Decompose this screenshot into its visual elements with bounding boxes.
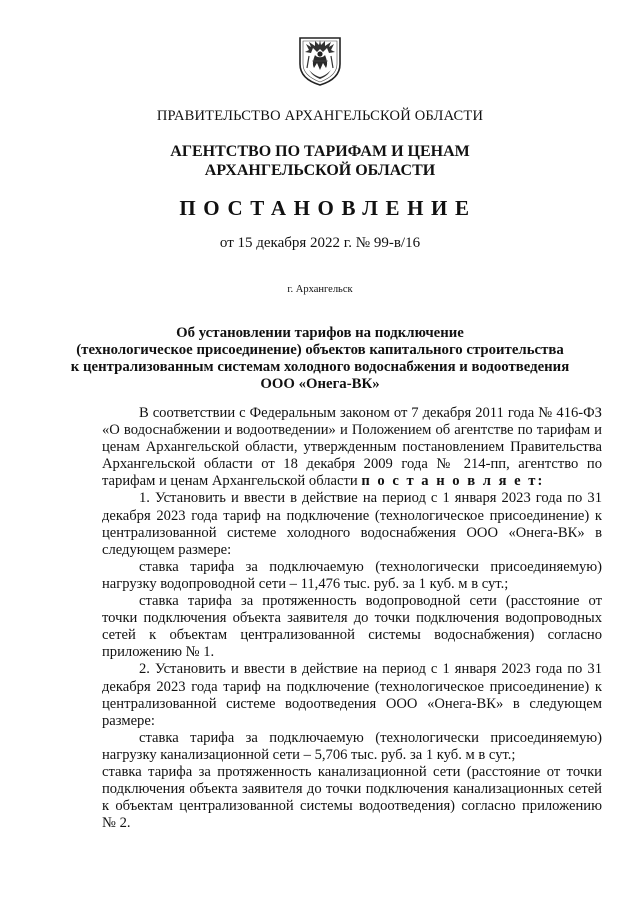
subject-line-2: (технологическое присоединение) объектов капитального строительства <box>76 342 564 358</box>
item-1-rate-load: ставка тарифа за подключаемую (технологически присоединяемую) нагрузку водопроводной сети – 11,476 тыс. руб. за 1 куб. м в сут.; <box>102 558 602 592</box>
subject-line-3: к централизованным системам холодного водоснабжения и водоотведения <box>70 359 570 375</box>
decrees-word: п о с т а н о в л я е т: <box>361 473 545 490</box>
preamble-paragraph <box>102 405 602 490</box>
agency-title <box>0 142 640 180</box>
item-2-rate-load: ставка тарифа за подключаемую (технологически присоединяемую) нагрузку канализационной сети – 5,706 тыс. руб. за 1 куб. м в сут.; <box>102 729 602 763</box>
agency-title-line-2: АРХАНГЕЛЬСКОЙ ОБЛАСТИ <box>204 162 436 179</box>
item-2-rate-length: ставка тарифа за протяженность канализационной сети (расстояние от точки подключения объекта заявителя до точки подключения канализационных сетей к объектам централизованной системы водоотведения) согласно приложению № 2. <box>102 763 602 832</box>
preamble-text: В соответствии с Федеральным законом от 7 декабря 2011 года № 416-ФЗ «О водоснабжении и водоотведении» и Положением об агентстве по тарифам и ценам Архангельской области, утвержденным постановлением Правительства Архангельской области от 18 декабря 2009 года № 214-пп, агентство по тарифам и ценам Архангельской области <box>102 405 602 490</box>
item-1-rate-length: ставка тарифа за протяженность водопроводной сети (расстояние от точки подключения объекта заявителя до точки подключения водопроводных сетей к объектам централизованной системы водоснабжения) согласно приложению № 1. <box>102 593 602 661</box>
item-1-paragraph: 1. Установить и ввести в действие на период с 1 января 2023 года по 31 декабря 2023 года тариф на подключение (технологическое присоединение) к централизованной системе холодного водоснабжения ООО «Онега-ВК» в следующем размере: <box>102 490 602 558</box>
subject-line-1: Об установлении тарифов на подключение <box>176 325 464 341</box>
document-type: ПОСТАНОВЛЕНИЕ <box>179 196 477 220</box>
document-city: г. Архангельск <box>287 284 353 295</box>
agency-title-line-1: АГЕНТСТВО ПО ТАРИФАМ И ЦЕНАМ <box>170 143 470 160</box>
item-2-paragraph: 2. Установить и ввести в действие на период с 1 января 2023 года по 31 декабря 2023 года тариф на подключение (технологическое присоединение) к централизованной системе водоотведения ООО «Онега-ВК» в следующем размере: <box>102 661 602 729</box>
coat-of-arms-icon <box>295 34 345 86</box>
government-title: ПРАВИТЕЛЬСТВО АРХАНГЕЛЬСКОЙ ОБЛАСТИ <box>156 108 484 124</box>
document-subject <box>0 325 640 393</box>
document-date-number: от 15 декабря 2022 г. № 99-в/16 <box>219 235 421 251</box>
subject-line-4: ООО «Онега-ВК» <box>260 376 380 392</box>
document-body <box>102 405 602 832</box>
